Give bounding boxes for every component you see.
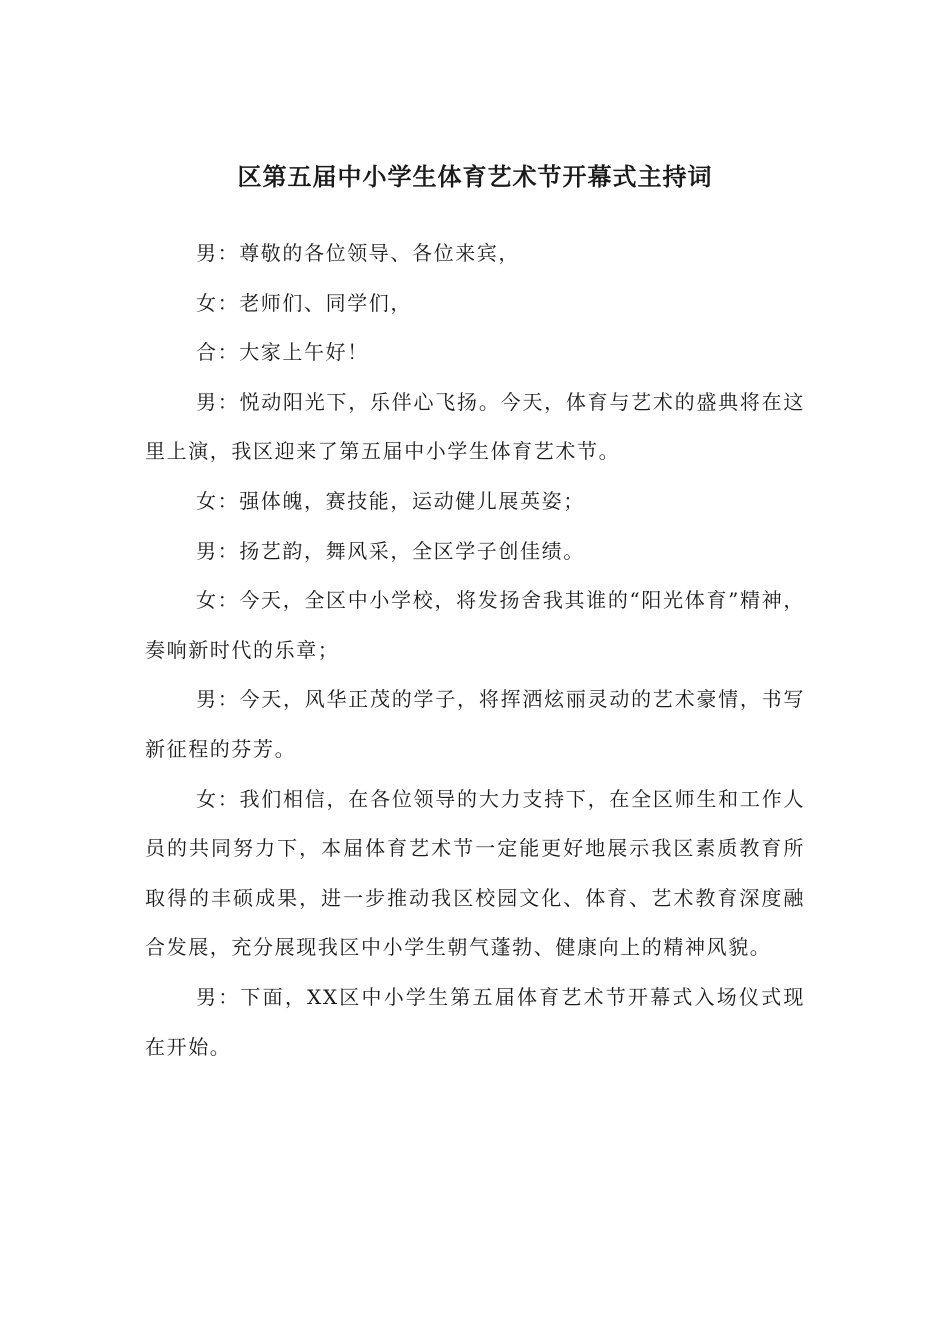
page-title: 区第五届中小学生体育艺术节开幕式主持词	[237, 163, 713, 191]
paragraph: 男：悦动阳光下，乐伴心飞扬。今天，体育与艺术的盛典将在这里上演，我区迎来了第五届中小学生体育艺术节。	[145, 389, 805, 464]
paragraph: 女：老师们、同学们，	[196, 290, 412, 315]
paragraph: 男：尊敬的各位领导、各位来宾，	[196, 241, 520, 265]
paragraph: 男：今天，风华正茂的学子，将挥洒炫丽灵动的艺术豪情，书写新征程的芬芳。	[145, 687, 805, 761]
paragraph: 女：我们相信，在各位领导的大力支持下，在全区师生和工作人员的共同努力下，本届体育艺术节一定能更好地展示我区素质教育所取得的丰硕成果，进一步推动我区校园文化、体育、艺术教育深度融合发展，充分展现我区中小学生朝气蓬勃、健康向上的精神风貌。	[145, 786, 805, 960]
document-body	[145, 229, 805, 1072]
paragraph: 男：扬艺韵，舞风采，全区学子创佳绩。	[196, 538, 585, 563]
paragraph: 合：大家上午好！	[196, 340, 369, 365]
paragraph: 男：下面，XX区中小学生第五届体育艺术节开幕式入场仪式现在开始。	[145, 984, 805, 1059]
paragraph: 女：强体魄，赛技能，运动健儿展英姿；	[196, 488, 585, 513]
paragraph: 女：今天，全区中小学校，将发扬舍我其谁的“阳光体育”精神，奏响新时代的乐章；	[145, 588, 805, 662]
